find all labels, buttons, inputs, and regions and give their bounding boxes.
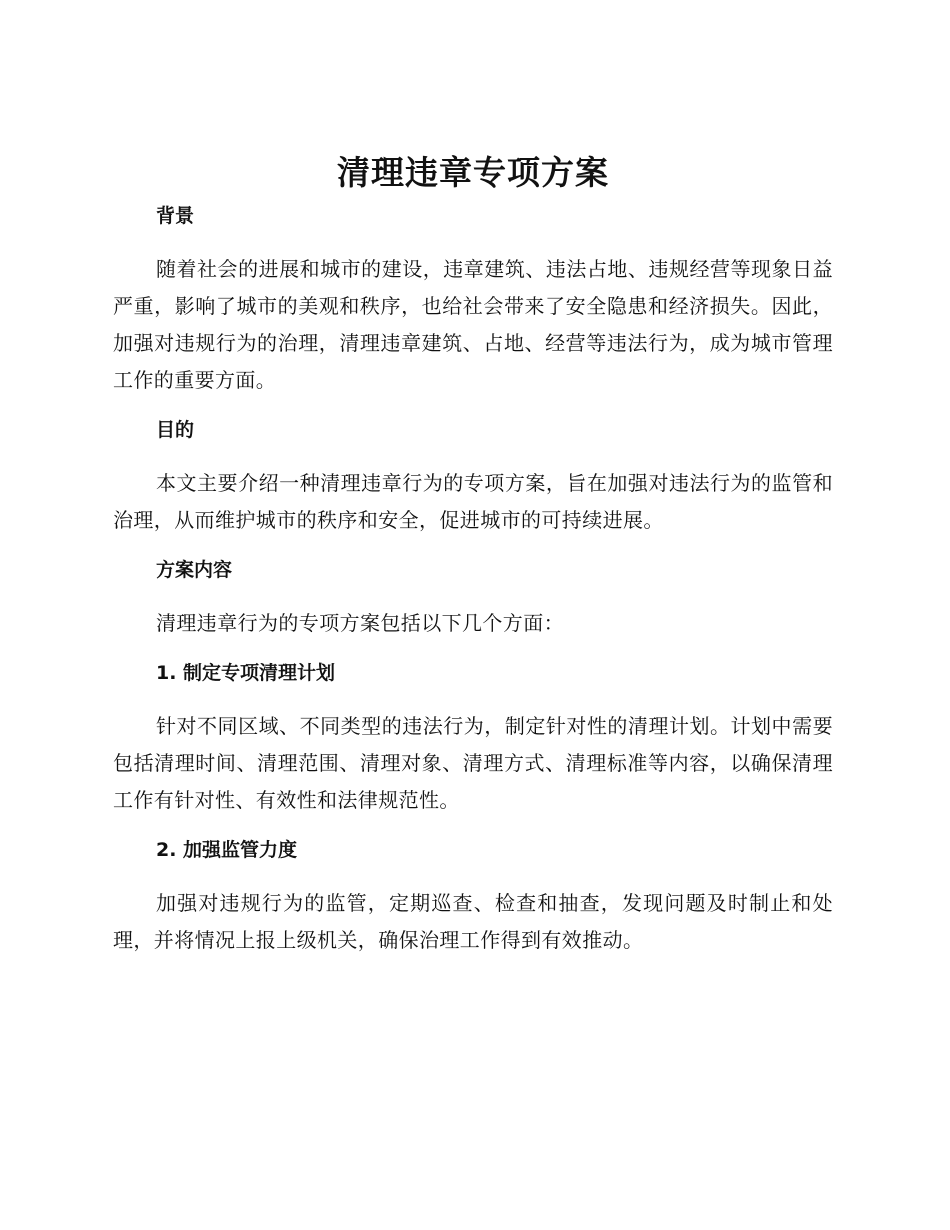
document-title: 清理违章专项方案 — [337, 153, 609, 192]
section-heading-content: 方案内容 — [156, 559, 233, 581]
item-heading-plan: 1. 制定专项清理计划 — [156, 662, 336, 684]
paragraph-background: 随着社会的进展和城市的建设，违章建筑、违法占地、违规经营等现象日益严重，影响了城市的美观和秩序，也给社会带来了安全隐患和经济损失。因此，加强对违规行为的治理，清理违章建筑、占地、经营等违法行为，成为城市管理工作的重要方面。 — [113, 257, 833, 392]
paragraph-purpose: 本文主要介绍一种清理违章行为的专项方案，旨在加强对违法行为的监管和治理，从而维护城市的秩序和安全，促进城市的可持续进展。 — [113, 471, 833, 532]
document-page — [113, 150, 833, 975]
paragraph-supervision: 加强对违规行为的监管，定期巡查、检查和抽查，发现问题及时制止和处理，并将情况上报上级机关，确保治理工作得到有效推动。 — [113, 891, 833, 952]
section-heading-purpose: 目的 — [156, 419, 195, 441]
paragraph-plan: 针对不同区域、不同类型的违法行为，制定针对性的清理计划。计划中需要包括清理时间、清理范围、清理对象、清理方式、清理标准等内容，以确保清理工作有针对性、有效性和法律规范性。 — [113, 714, 833, 812]
paragraph-content-intro: 清理违章行为的专项方案包括以下几个方面： — [156, 611, 564, 635]
item-heading-supervision: 2. 加强监管力度 — [156, 839, 298, 861]
section-heading-background: 背景 — [156, 205, 195, 227]
